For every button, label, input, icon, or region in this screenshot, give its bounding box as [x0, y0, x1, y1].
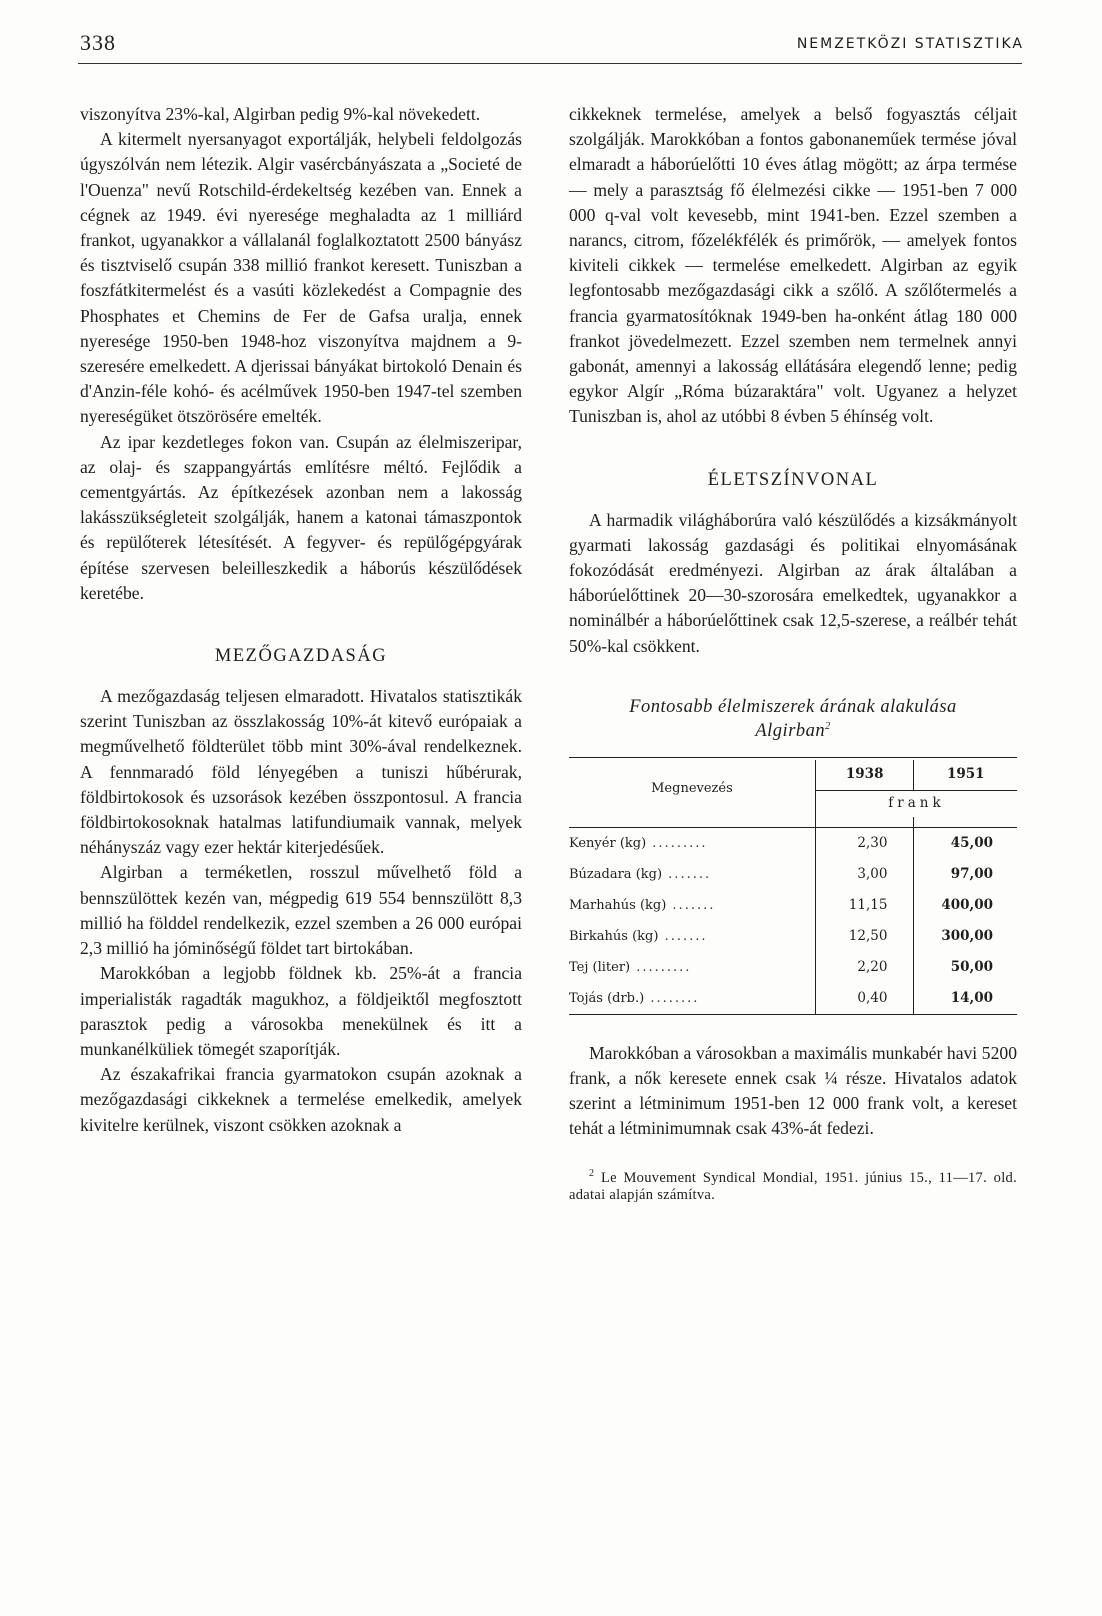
leader-dots: ........ — [644, 990, 700, 1006]
table-row — [569, 859, 1017, 890]
value-1951: 300,00 — [914, 921, 1017, 952]
running-title: NEMZETKÖZI STATISZTIKA — [796, 36, 1024, 52]
table-caption-line2: Algirban — [755, 720, 826, 741]
value-1951: 14,00 — [914, 983, 1017, 1015]
value-1938: 12,50 — [815, 921, 914, 952]
footnote-mark: 2 — [589, 1167, 595, 1179]
table-row — [569, 827, 1017, 859]
table-row — [569, 983, 1017, 1015]
leader-dots: ....... — [658, 928, 708, 944]
paragraph: Marokkóban a városokban a maximális munkabér havi 5200 frank, a nők keresete ennek csak ¼ része. Hivatalos adatok szerint a létminimum 1951-ben 12 000 frank volt, a kereset tehát a létminimumnak csak 43%-át fedezi. — [569, 1042, 1017, 1139]
value-1951: 97,00 — [914, 859, 1017, 890]
item-name: Kenyér (kg) — [569, 835, 647, 851]
section-heading-living-standard: ÉLETSZÍNVONAL — [707, 469, 879, 490]
item-name: Birkahús (kg) — [569, 928, 659, 944]
paragraph: A kitermelt nyersanyagot exportálják, helybeli feldolgozás úgyszólván nem létezik. Algir vasércbányászata a „Societé de l'Ouenza" nevű Rotschild-érdekeltség kezében van. Ennek a cégnek az 1949. évi nyeresége meghaladta az 1 milliárd frankot, ugyanakkor a vállalanál foglalkoztatott 2500 bányász és tisztviselő csupán 338 millió frankot keresett. Tuniszban a foszfátkitermelést és a vasúti közlekedést a Compagnie des Phosphates et Chemins de Fer de Gafsa uralja, ennek nyeresége 1950-ben 1948-hoz viszonyítva majdnem a 9-szeresére emelkedett. A djerissai bányákat birtokoló Denain és d'Anzin-féle kohó- és acélművek 1950-ben 1947-tel szemben nyereségüket ötszörösére emelték. — [80, 129, 522, 427]
value-1938: 2,30 — [815, 827, 914, 859]
price-table — [569, 757, 1017, 1015]
section-heading-agriculture: MEZŐGAZDASÁG — [214, 646, 388, 667]
leader-dots: ......... — [646, 835, 708, 851]
paragraph: Marokkóban a legjobb földnek kb. 25%-át a francia imperialisták ragadták magukhoz, a földjeiktől megfosztott parasztok pedig a városokba menekülnek és itt a munkanélküliek tömegét szaporítják. — [80, 963, 522, 1059]
table-body — [569, 827, 1017, 1014]
value-1951: 45,00 — [914, 827, 1017, 859]
paragraph: Algirban a terméketlen, rosszul művelhető föld a bennszülöttek kezén van, mégpedig 619 554 bennszülött 8,3 millió ha földdel rendelkezik, ezzel szemben a 26 000 európai 2,3 millió ha jóminőségű földet tart birtokában. — [80, 862, 522, 959]
page-number: 338 — [80, 30, 116, 55]
row-label — [569, 890, 815, 921]
paragraph: cikkeknek termelése, amelyek a belső fogyasztás céljait szolgálják. Marokkóban a fontos gabonaneműek termése jóval elmaradt a háborúelőtti 10 éves átlag mögött; az árpa termése — mely a parasztság fő élelmezési cikke — 1951-ben 7 000 000 q-val volt kevesebb, mint 1941-ben. Ezzel szemben a narancs, citrom, főzelékfélék és primőrök, — amelyek fontos kiviteli cikkek — termelése emelkedett. Algirban az egyik legfontosabb mezőgazdasági cikk a szőlő. A szőlőtermelés a francia gyarmatosítóknak 1949-ben ha-onként átlag 180 000 frankot jövedelmezett. Ezzel szemben nem termelnek annyi gabonát, amennyi a lakosság ellátására elegendő lenne; pedig egykor Algír „Róma búzaraktára" volt. Ugyanez a helyzet Tuniszban is, ahol az utóbbi 8 évben 5 éhínség volt. — [569, 104, 1017, 427]
value-1938: 3,00 — [815, 859, 914, 890]
table-caption — [569, 695, 1017, 743]
row-label — [569, 952, 815, 983]
item-name: Tej (liter) — [569, 959, 631, 975]
column-header-name: Megnevezés — [651, 780, 733, 796]
column-header-1938: 1938 — [815, 760, 914, 791]
row-label — [569, 859, 815, 890]
row-label — [569, 827, 815, 859]
paragraph: viszonyítva 23%-kal, Algirban pedig 9%-kal növekedett. — [80, 104, 481, 124]
table-row — [569, 952, 1017, 983]
table-caption-line1: Fontosabb élelmiszerek árának alakulása — [629, 696, 957, 717]
footnote — [569, 1167, 1017, 1204]
paragraph: Az északafrikai francia gyarmatokon csupán azoknak a mezőgazdasági cikkeknek a termelése emelkedik, amelyek kivitelre kerülnek, viszont csökken azoknak a — [80, 1064, 522, 1135]
leader-dots: ....... — [662, 866, 712, 882]
unit-header: frank — [815, 790, 1017, 817]
right-column — [569, 102, 1017, 1204]
value-1938: 0,40 — [815, 983, 914, 1015]
value-1938: 11,15 — [815, 890, 914, 921]
item-name: Marhahús (kg) — [569, 897, 667, 913]
paragraph: A mezőgazdaság teljesen elmaradott. Hivatalos statisztikák szerint Tuniszban az összlakosság 10%-át kitevő európaiak a megművelhető földterület több mint 30%-ával rendelkeznek. A fennmaradó föld lényegében a tuniszi hűbérurak, földbirtokosok és uzsorások kezében összpontosul. A francia földbirtokosoknak hatalmas latifundiumaik vannak, melyek néhányszáz vagy ezer hektár kiterjedésűek. — [80, 686, 522, 858]
footnote-text: Le Mouvement Syndical Mondial, 1951. június 15., 11—17. old. adatai alapján számítva. — [569, 1169, 1017, 1203]
table-row — [569, 890, 1017, 921]
leader-dots: ......... — [630, 959, 692, 975]
table-row — [569, 921, 1017, 952]
leader-dots: ....... — [666, 897, 716, 913]
left-column — [80, 102, 522, 1138]
footnote-ref: 2 — [825, 720, 831, 732]
row-label — [569, 921, 815, 952]
row-label — [569, 983, 815, 1015]
value-1951: 400,00 — [914, 890, 1017, 921]
paragraph: Az ipar kezdetleges fokon van. Csupán az élelmiszeripar, az olaj- és szappangyártás említésre méltó. Fejlődik a cementgyártás. Az építkezések azonban nem a lakosság lakásszükségleteit szolgálják, hanem a katonai támaszpontok és repülőterek létesítését. A fegyver- és repülőgépgyárak építése szervesen beleilleszkedik a háborús készülődések keretébe. — [80, 431, 522, 603]
paragraph: A harmadik világháborúra való készülődés a kizsákmányolt gyarmati lakosság gazdasági és politikai elnyomásának fokozódását eredményezi. Algirban az árak általában a háborúelőttinek 20—30-szorosára emelkedtek, ugyanakkor a nominálbér a háborúelőttinek csak 12,5-szerese, a reálbér tehát 50%-kal csökkent. — [569, 509, 1017, 656]
item-name: Búzadara (kg) — [569, 866, 663, 882]
value-1938: 2,20 — [815, 952, 914, 983]
column-header-1951: 1951 — [914, 760, 1017, 791]
item-name: Tojás (drb.) — [569, 990, 645, 1006]
value-1951: 50,00 — [914, 952, 1017, 983]
header-rule — [78, 63, 1022, 64]
